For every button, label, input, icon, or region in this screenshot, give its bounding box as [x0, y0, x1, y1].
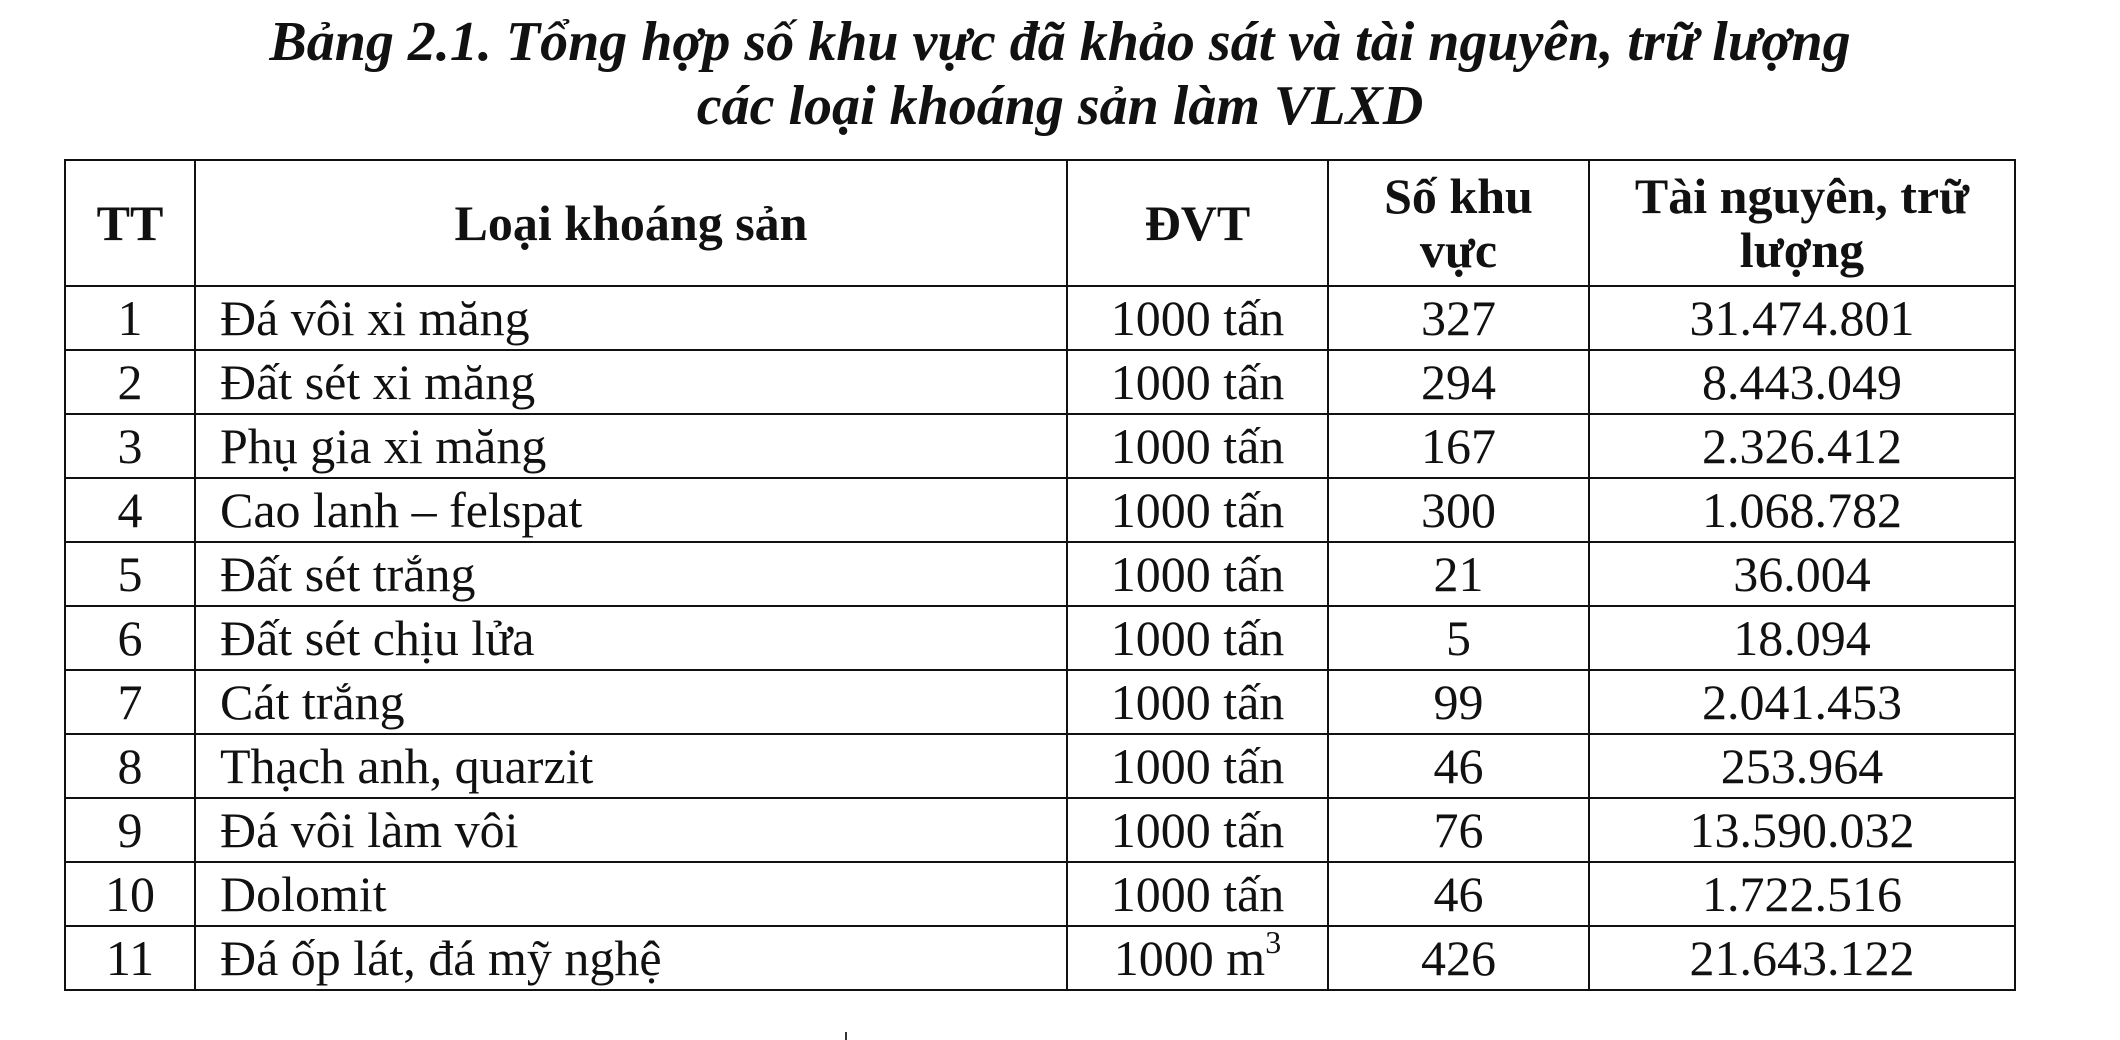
header-unit: ĐVT — [1067, 160, 1328, 286]
cell-tt: 5 — [65, 542, 195, 606]
cell-tt: 3 — [65, 414, 195, 478]
cell-mineral-name: Đá ốp lát, đá mỹ nghệ — [195, 926, 1067, 990]
cell-mineral-name: Đá vôi làm vôi — [195, 798, 1067, 862]
cell-unit: 1000 tấn — [1067, 606, 1328, 670]
cell-unit: 1000 tấn — [1067, 670, 1328, 734]
cell-unit: 1000 tấn — [1067, 414, 1328, 478]
cell-unit-exponent: 3 — [1265, 926, 1282, 960]
cell-area-count: 46 — [1328, 862, 1589, 926]
cell-mineral-name: Đất sét chịu lửa — [195, 606, 1067, 670]
cell-tt: 9 — [65, 798, 195, 862]
cell-unit: 1000 tấn — [1067, 542, 1328, 606]
table-row — [65, 734, 2015, 798]
cell-area-count: 21 — [1328, 542, 1589, 606]
table-row — [65, 542, 2015, 606]
cell-mineral-name: Phụ gia xi măng — [195, 414, 1067, 478]
cell-unit: 1000 tấn — [1067, 734, 1328, 798]
table-row — [65, 862, 2015, 926]
table-row — [65, 606, 2015, 670]
cell-area-count: 46 — [1328, 734, 1589, 798]
cell-mineral-name: Đất sét xi măng — [195, 350, 1067, 414]
cell-area-count: 294 — [1328, 350, 1589, 414]
cell-tt: 11 — [65, 926, 195, 990]
minerals-table — [64, 159, 2016, 991]
table-row — [65, 286, 2015, 350]
cell-area-count: 5 — [1328, 606, 1589, 670]
cell-unit: 1000 tấn — [1067, 350, 1328, 414]
header-resources — [1589, 160, 2015, 286]
cell-unit-base: 1000 m — [1113, 930, 1266, 986]
cell-mineral-name: Cát trắng — [195, 670, 1067, 734]
header-resources-line-1: Tài nguyên, trữ — [1634, 168, 1970, 224]
header-area-count — [1328, 160, 1589, 286]
table-row — [65, 414, 2015, 478]
cell-resources: 2.326.412 — [1589, 414, 2015, 478]
table-caption — [0, 10, 2120, 138]
cell-unit — [1067, 926, 1328, 990]
cell-unit: 1000 tấn — [1067, 286, 1328, 350]
header-tt: TT — [65, 160, 195, 286]
cell-resources: 21.643.122 — [1589, 926, 2015, 990]
cell-tt: 6 — [65, 606, 195, 670]
cell-mineral-name: Đá vôi xi măng — [195, 286, 1067, 350]
cell-tt: 7 — [65, 670, 195, 734]
table-row — [65, 798, 2015, 862]
header-area-count-line-2: vực — [1419, 222, 1498, 278]
caption-line-2: các loại khoáng sản làm VLXD — [696, 75, 1424, 137]
cell-resources: 253.964 — [1589, 734, 2015, 798]
cell-unit: 1000 tấn — [1067, 862, 1328, 926]
header-resources-line-2: lượng — [1739, 222, 1865, 278]
cell-area-count: 167 — [1328, 414, 1589, 478]
cell-mineral-name: Dolomit — [195, 862, 1067, 926]
cell-mineral-name: Cao lanh – felspat — [195, 478, 1067, 542]
cell-tt: 4 — [65, 478, 195, 542]
cell-area-count: 426 — [1328, 926, 1589, 990]
cell-area-count: 300 — [1328, 478, 1589, 542]
table-row — [65, 478, 2015, 542]
header-mineral-type: Loại khoáng sản — [195, 160, 1067, 286]
cell-area-count: 99 — [1328, 670, 1589, 734]
header-area-count-line-1: Số khu — [1384, 168, 1533, 224]
cell-resources: 1.722.516 — [1589, 862, 2015, 926]
cell-area-count: 76 — [1328, 798, 1589, 862]
cell-resources: 31.474.801 — [1589, 286, 2015, 350]
cell-tt: 1 — [65, 286, 195, 350]
cell-tt: 10 — [65, 862, 195, 926]
header-row — [65, 160, 2015, 286]
cell-area-count: 327 — [1328, 286, 1589, 350]
cell-resources: 8.443.049 — [1589, 350, 2015, 414]
table-row — [65, 350, 2015, 414]
cell-unit: 1000 tấn — [1067, 478, 1328, 542]
cell-mineral-name: Đất sét trắng — [195, 542, 1067, 606]
cell-resources: 2.041.453 — [1589, 670, 2015, 734]
cell-mineral-name: Thạch anh, quarzit — [195, 734, 1067, 798]
cell-resources: 1.068.782 — [1589, 478, 2015, 542]
cell-resources: 36.004 — [1589, 542, 2015, 606]
cursor-mark — [845, 1032, 847, 1040]
table-row — [65, 670, 2015, 734]
cell-resources: 13.590.032 — [1589, 798, 2015, 862]
caption-line-1: Bảng 2.1. Tổng hợp số khu vực đã khảo sát và tài nguyên, trữ lượng — [269, 11, 1851, 73]
cell-unit: 1000 tấn — [1067, 798, 1328, 862]
cell-resources: 18.094 — [1589, 606, 2015, 670]
table-row — [65, 926, 2015, 990]
cell-tt: 2 — [65, 350, 195, 414]
cell-tt: 8 — [65, 734, 195, 798]
